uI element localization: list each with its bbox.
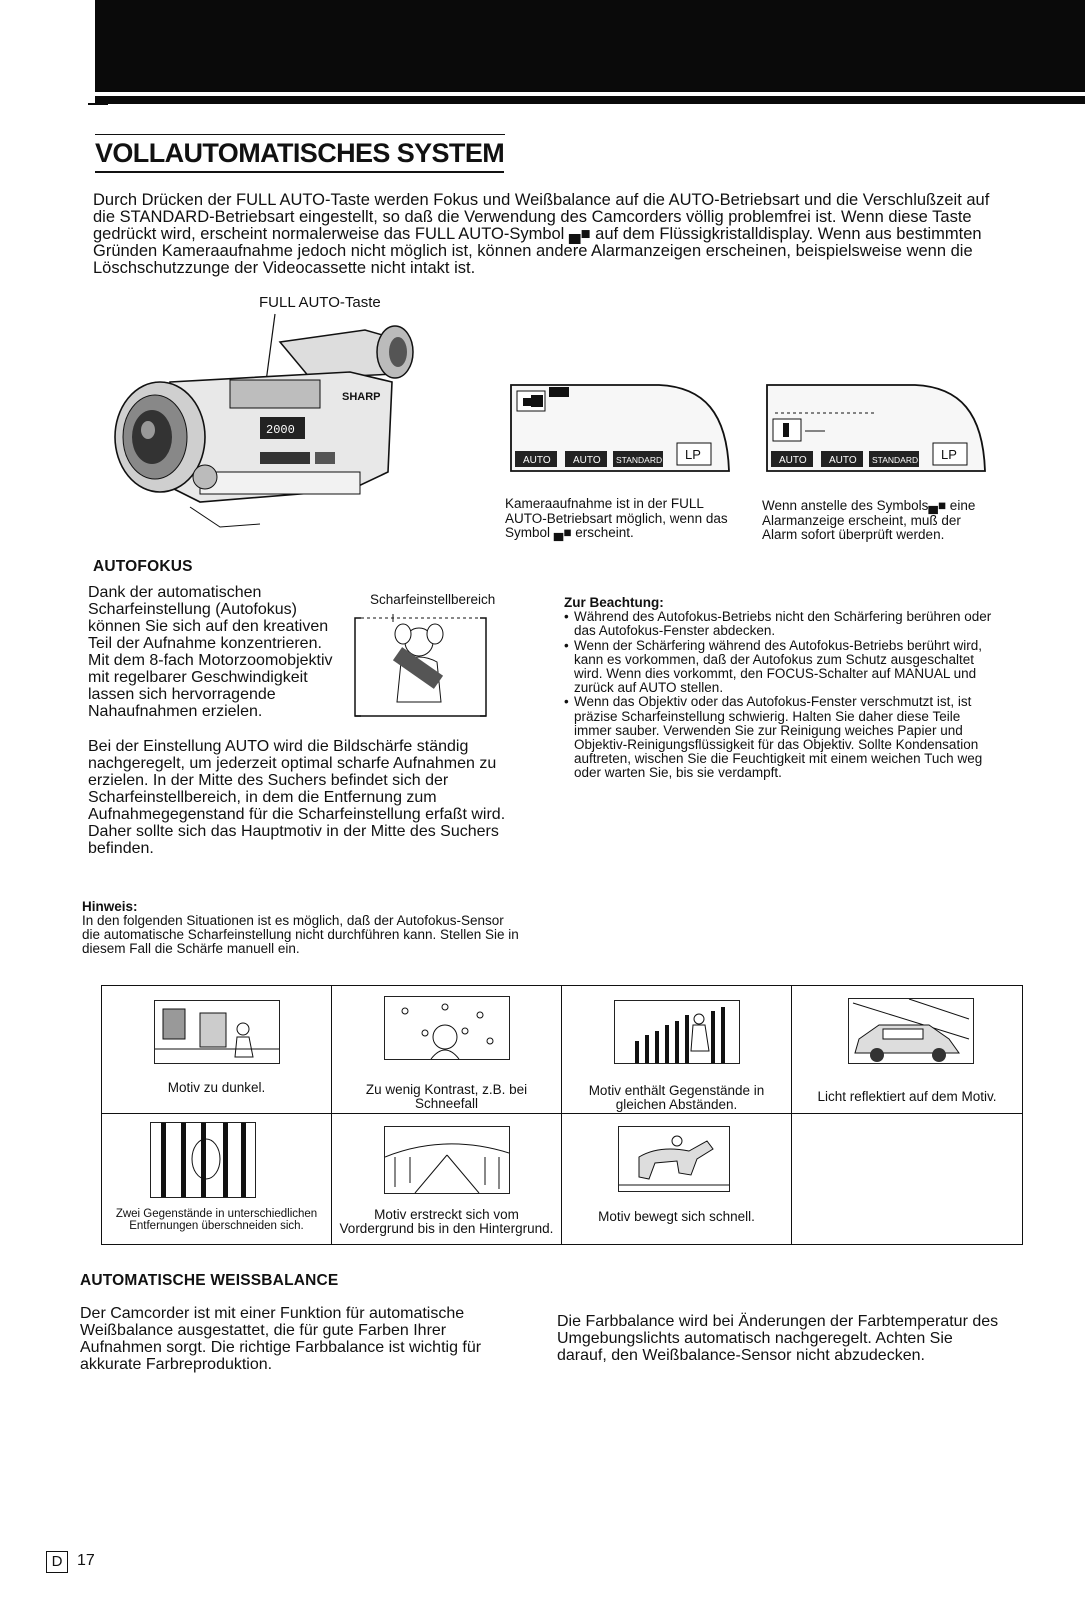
hint-block	[82, 900, 522, 956]
lcd-ok-label-3: STANDARD	[616, 455, 663, 465]
dark-room-picture	[154, 1000, 280, 1064]
note-block	[564, 596, 994, 781]
camcorder-illustration	[110, 312, 415, 537]
header-black-band	[95, 0, 1085, 92]
case-caption: Motiv erstreckt sich vom Vordergrund bis in den Hintergrund.	[339, 1207, 554, 1236]
lcd-ok-tape-mode: LP	[685, 447, 701, 462]
lcd-display-ok	[509, 383, 731, 475]
page-title: VOLLAUTOMATISCHES SYSTEM	[95, 138, 504, 173]
lcd-ok-label-2: AUTO	[573, 455, 601, 466]
case-cell	[332, 986, 562, 1114]
note-item: • Während des Autofokus-Betriebs nicht den Schärfering berühren oder das Autofokus-Fenster abdecken.	[564, 610, 994, 638]
autofokus-paragraph-2: Bei der Einstellung AUTO wird die Bildschärfe ständig nachgeregelt, um jederzeit optimal scharfe Aufnahmen zu erzielen. In der Mitte des Suchers befindet sich der Scharfeinstellbereich, in dem die Entfernung zum Aufnahmegegenstand für die Scharfeinstellung erfaßt wird. Daher sollte sich das Hauptmotiv in der Mitte des Suchers befinden.	[88, 738, 506, 857]
lcd-alarm-tape-mode: LP	[941, 447, 957, 462]
whitebalance-paragraph-right: Die Farbbalance wird bei Änderungen der Farbtemperatur des Umgebungslichts automatisch nachgeregelt. Achten Sie darauf, den Weißbalance-Sensor nicht abzudecken.	[557, 1313, 999, 1364]
lcd-alarm-label-2: AUTO	[829, 455, 857, 466]
lcd-caption-ok: Kameraaufnahme ist in der FULL AUTO-Betriebsart möglich, wenn das Symbol ▄■ erscheint.	[505, 496, 728, 540]
case-cell	[102, 986, 332, 1114]
racing-horse-picture	[618, 1126, 730, 1192]
lcd-ok-label-1: AUTO	[523, 455, 551, 466]
case-caption: Motiv enthält Gegenstände in gleichen Abständen.	[588, 1083, 765, 1112]
case-caption: Licht reflektiert auf dem Motiv.	[817, 1089, 997, 1104]
header-rule-tick	[88, 103, 108, 105]
road-perspective-picture	[384, 1126, 510, 1194]
whitebalance-paragraph-left: Der Camcorder ist mit einer Funktion für automatische Weißbalance ausgestattet, die für gute Farben Ihrer Aufnahmen sorgt. Die richtige Farbbalance ist wichtig für akkurate Farbreproduktion.	[80, 1305, 482, 1373]
page-number: 17	[77, 1552, 95, 1569]
autofokus-heading: AUTOFOKUS	[93, 558, 193, 575]
snowfall-picture	[384, 996, 510, 1060]
camcorder-display: 2000	[266, 423, 295, 437]
full-auto-callout: FULL AUTO-Taste	[259, 294, 381, 311]
cage-picture	[150, 1122, 256, 1198]
header-rule	[95, 96, 1085, 104]
title-overline	[95, 134, 505, 135]
lcd-caption-alarm: Wenn anstelle des Symbols▄■ eine Alarmanzeige erscheint, muß der Alarm sofort überprüft werden.	[762, 498, 976, 542]
case-caption: Zu wenig Kontrast, z.B. bei Schneefall	[365, 1082, 528, 1111]
hint-heading: Hinweis:	[82, 899, 138, 914]
case-caption: Zwei Gegenstände in unterschiedlichen Entfernungen überschneiden sich.	[115, 1208, 318, 1232]
note-list	[564, 610, 994, 780]
case-caption: Motiv bewegt sich schnell.	[598, 1209, 755, 1224]
lcd-alarm-label-3: STANDARD	[872, 455, 919, 465]
lcd-alarm-label-1: AUTO	[779, 455, 807, 466]
intro-paragraph: Durch Drücken der FULL AUTO-Taste werden Fokus und Weißbalance auf die AUTO-Betriebsart und die Verschlußzeit auf die STANDARD-Betriebsart eingestellt, so daß die Verwendung des Camcorders völlig problemfrei ist. Wenn diese Taste gedrückt wird, erscheint normalerweise das FULL AUTO-Symbol ▄■ auf dem Flüssigkristalldisplay. Wenn aus bestimmten Gründen Kameraaufnahme jedoch nicht möglich ist, können andere Alarmanzeigen erscheinen, beispielsweise wenn die Löschschutzzunge der Videocassette nicht intakt ist.	[93, 191, 990, 277]
note-heading: Zur Beachtung:	[564, 595, 664, 610]
fence-picture	[614, 1000, 740, 1064]
whitebalance-heading: AUTOMATISCHE WEISSBALANCE	[80, 1272, 339, 1289]
lcd-display-alarm	[765, 383, 987, 475]
hint-text: In den folgenden Situationen ist es möglich, daß der Autofokus-Sensor die automatische Scharfeinstellung nicht durchführen kann. Stellen Sie in diesem Fall die Schärfe manuell ein.	[82, 913, 519, 956]
case-caption: Motiv zu dunkel.	[167, 1080, 266, 1095]
note-item: • Wenn das Objektiv oder das Autofokus-Fenster verschmutzt ist, ist präzise Scharfeinstellung schwierig. Halten Sie daher diese Teile immer sauber. Verwenden Sie zur Reinigung weiches Papier und Objektiv-Reinigungsflüssigkeit für das Objektiv. Sollte Kondensation auftreten, wischen Sie die Feuchtigkeit mit einem weichen Tuch weg oder warten Sie, bis sie verdampft.	[564, 695, 994, 780]
autofocus-cases-table	[101, 985, 1023, 1245]
note-item: • Wenn der Schärfering während des Autofokus-Betriebs berührt wird, kann es vorkommen, daß der Autofokus zum Schutz ausgeschaltet wird. Wenn dies vorkommt, den FOCUS-Schalter auf MANUAL und zurück auf AUTO stellen.	[564, 639, 994, 696]
camcorder-brand: SHARP	[342, 391, 381, 403]
case-cell	[102, 1114, 332, 1244]
case-cell	[332, 1114, 562, 1244]
case-cell	[562, 986, 792, 1114]
language-marker: D	[46, 1551, 68, 1573]
case-cell	[562, 1114, 792, 1244]
autofokus-paragraph-1: Dank der automatischen Scharfeinstellung (Autofokus) können Sie sich auf den kreativen Teil der Aufnahme konzentrieren. Mit dem 8-fach Motorzoomobjektiv mit regelbarer Geschwindigkeit lassen sich hervorragende Nahaufnahmen erzielen.	[88, 584, 333, 720]
focus-area-label: Scharfeinstellbereich	[370, 592, 496, 607]
reflective-car-picture	[848, 998, 974, 1064]
case-cell	[792, 986, 1022, 1114]
case-cell-empty	[792, 1114, 1022, 1244]
focus-area-illustration	[353, 612, 488, 720]
